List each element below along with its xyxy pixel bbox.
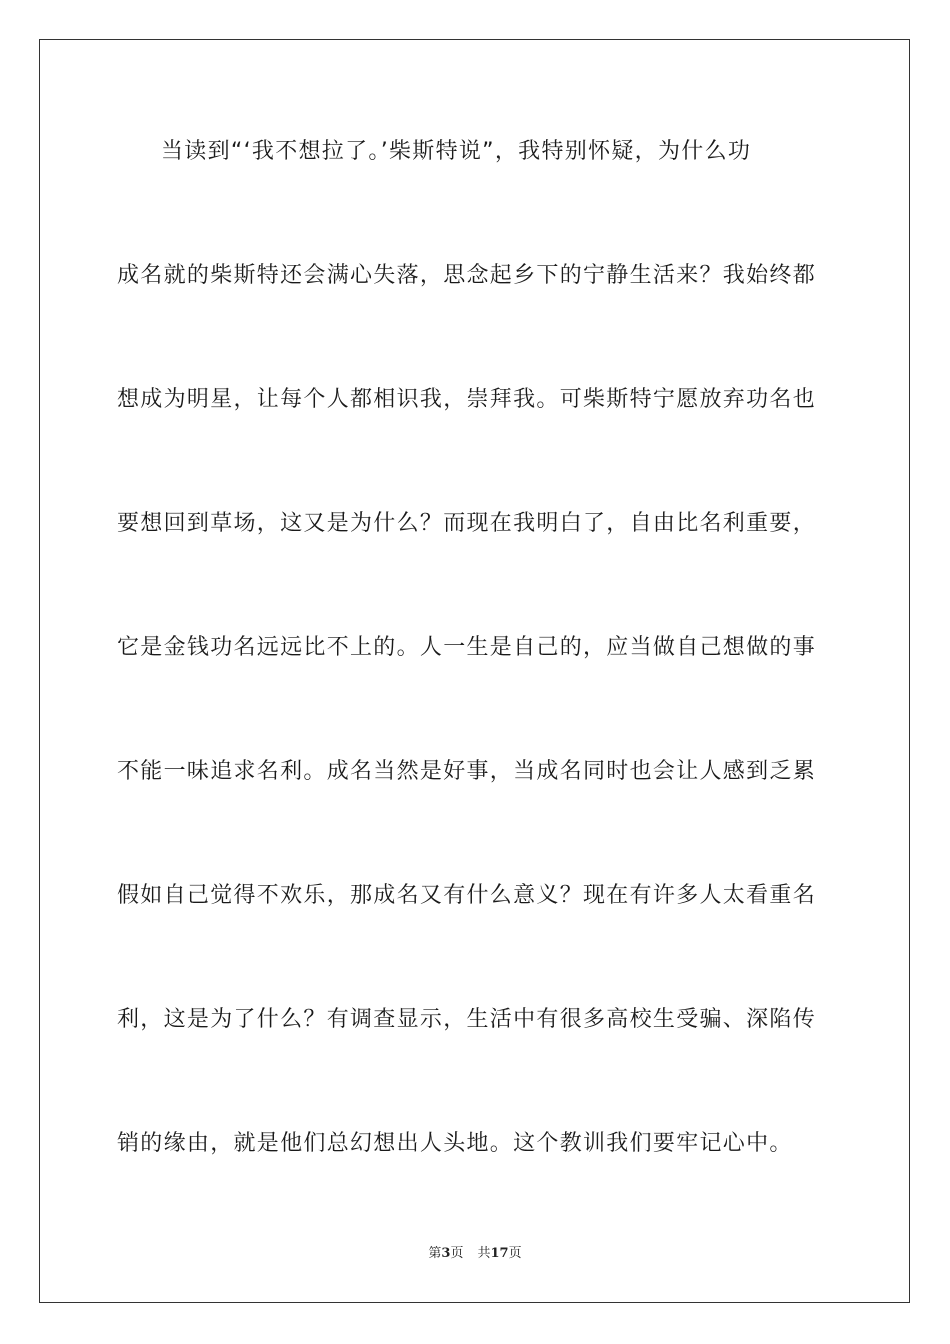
- total-pages: 17: [490, 1246, 509, 1261]
- page-number: 3: [441, 1246, 451, 1261]
- paragraph-line-3: 想成为明星，让每个人都相识我，崇拜我。可柴斯特宁愿放弃功名也: [117, 387, 817, 412]
- paragraph-line-5: 它是金钱功名远远比不上的。人一生是自己的，应当做自己想做的事: [117, 635, 817, 660]
- total-prefix: 共: [477, 1246, 491, 1261]
- paragraph-line-7: 假如自己觉得不欢乐，那成名又有什么意义？现在有许多人太看重名: [117, 883, 817, 908]
- paragraph-line-9: 销的缘由，就是他们总幻想出人头地。这个教训我们要牢记心中。: [117, 1131, 793, 1156]
- total-suffix: 页: [508, 1246, 522, 1261]
- page-border: [39, 39, 910, 1303]
- paragraph-line-2: 成名就的柴斯特还会满心失落，思念起乡下的宁静生活来？我始终都: [117, 263, 817, 288]
- page-prefix: 第: [428, 1246, 442, 1261]
- page-suffix: 页: [450, 1246, 464, 1261]
- paragraph-line-1: 当读到“‘我不想拉了。’柴斯特说”，我特别怀疑，为什么功: [161, 139, 752, 164]
- paragraph-line-4: 要想回到草场，这又是为什么？而现在我明白了，自由比名利重要，: [117, 511, 817, 536]
- paragraph-line-8: 利，这是为了什么？有调查显示，生活中有很多高校生受骗、深陷传: [117, 1007, 817, 1032]
- paragraph-line-6: 不能一味追求名利。成名当然是好事，当成名同时也会让人感到乏累: [117, 759, 817, 784]
- page-footer: [0, 1245, 950, 1263]
